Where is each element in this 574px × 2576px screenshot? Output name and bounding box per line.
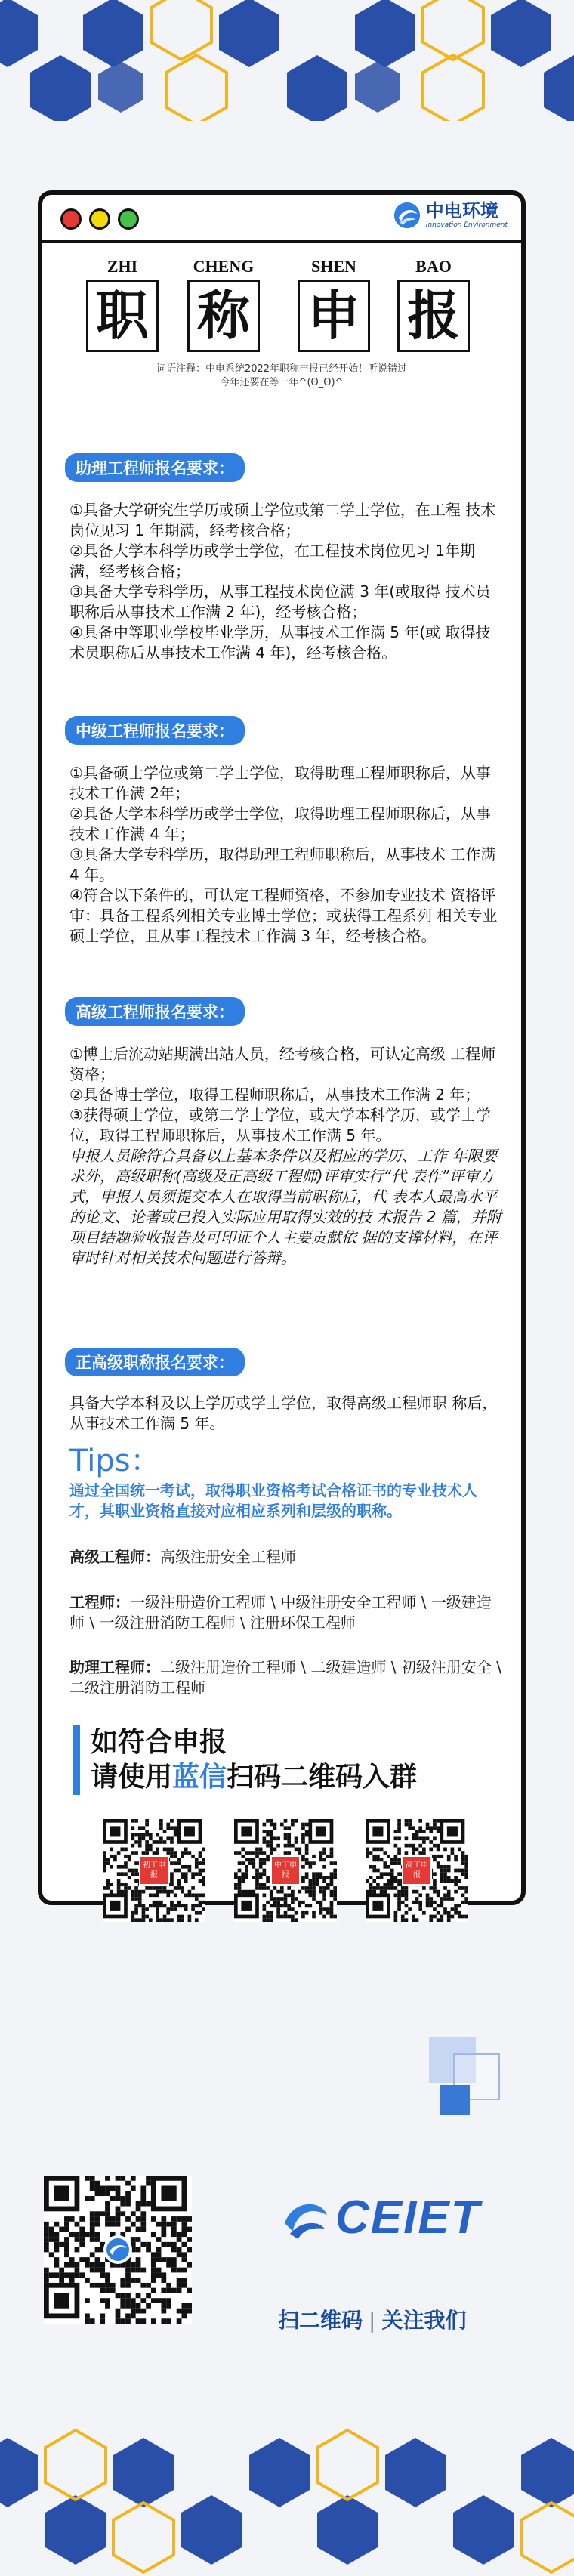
tips-senior-value: 高级注册安全工程师 <box>160 1548 296 1566</box>
section-body-professor <box>69 1393 501 1434</box>
section-label-assistant: 助理工程师报名要求： <box>65 453 245 482</box>
cta-line-2 <box>91 1760 417 1795</box>
tips-senior-label: 高级工程师： <box>69 1548 160 1566</box>
list-item: ①博士后流动站期满出站人员，经考核合格，可认定高级 工程师资格； <box>69 1045 496 1083</box>
list-item: ③具备大学专科学历，从事工程技术岗位满 3 年(或取得 技术员职称后从事技术工作满 2 年)，经考核合格； <box>69 582 491 621</box>
scan-text: 扫二维码 <box>278 2308 363 2333</box>
tips-engineer-value: 一级注册造价工程师 \ 中级注册安全工程师 \ 一级建造师 \ 一级注册消防工程师 \ 注册环保工程师 <box>69 1593 492 1632</box>
pinyin-2: CHENG <box>193 257 255 276</box>
section-body-senior <box>69 1044 501 1268</box>
close-dot <box>60 208 82 230</box>
list-item: 具备大学本科及以上学历或学士学位，取得高级工程师职 称后，从事技术工作满 5 年。 <box>69 1394 498 1432</box>
tips-assistant-label: 助理工程师： <box>69 1658 160 1676</box>
list-item: ②具备大学本科学历或学士学位，取得助理工程师职称后，从事技术工作满 4 年； <box>69 805 491 843</box>
tips-engineer <box>69 1592 501 1633</box>
qr-caption: 初工申报 <box>139 1855 169 1886</box>
list-item: ③具备大学专科学历，取得助理工程师职称后，从事技术 工作满 4 年。 <box>69 845 496 884</box>
ceiet-wordmark: CEIET <box>335 2191 481 2244</box>
cta-accent-bar <box>73 1725 80 1795</box>
title-char-1: 职 <box>86 280 159 352</box>
title-bar-divider <box>42 240 521 243</box>
qr-code-junior[interactable] <box>103 1819 205 1922</box>
tips-assistant <box>69 1657 501 1698</box>
pinyin-4: BAO <box>415 257 452 276</box>
qr-caption: 高工申报 <box>402 1855 432 1886</box>
title-annotation <box>42 363 521 390</box>
tips-intro: 通过全国统一考试，取得职业资格考试合格证书的专业技术人才，其职业资格直接对应相应系列和层级的职称。 <box>69 1481 477 1520</box>
pinyin-1: ZHI <box>106 257 138 276</box>
section-label-intermediate: 中级工程师报名要求： <box>65 716 245 745</box>
follow-qr-code[interactable] <box>44 2176 192 2324</box>
list-item: ①具备硕士学位或第二学士学位，取得助理工程师职称后，从事技术工作满 2年； <box>69 764 491 802</box>
qr-caption: 中工申报 <box>270 1855 301 1886</box>
brand-logo-block <box>393 201 508 230</box>
list-item: ④具备中等职业学校毕业学历，从事技术工作满 5 年(或 取得技术员职称后从事技术工作满 4 年)，经考核合格。 <box>69 623 491 662</box>
qr-code-senior[interactable] <box>366 1819 468 1922</box>
follow-text: 关注我们 <box>381 2308 467 2333</box>
title-char-2: 称 <box>187 280 260 352</box>
tips-senior <box>69 1547 501 1568</box>
ceiet-swirl-icon <box>279 2191 332 2244</box>
bottom-hex-decoration <box>0 2425 574 2576</box>
tips-title: Tips： <box>69 1444 161 1478</box>
section-body-assistant <box>69 500 501 663</box>
top-hex-decoration <box>0 0 574 121</box>
section-label-professor: 正高级职称报名要求： <box>65 1348 245 1376</box>
window-controls <box>60 208 139 230</box>
brand-name-en: Innovation Environment <box>425 221 508 229</box>
brand-swirl-icon <box>393 201 421 230</box>
tips-engineer-label: 工程师： <box>69 1593 130 1611</box>
cta-line-1: 如符合申报 <box>91 1727 227 1758</box>
cta-app-name: 蓝信 <box>172 1762 227 1793</box>
follow-us-text: 扫二维码 | 关注我们 <box>278 2308 467 2333</box>
brand-name-cn: 中电环境 <box>425 200 498 221</box>
list-item: ④符合以下条件的，可认定工程师资格，不参加专业技术 资格评审：具备工程系列相关专业博士学位；或获得工程系列 相关专业硕士学位，且从事工程技术工作满 3 年，经考核合格。 <box>69 886 498 945</box>
list-item: ②具备大学本科学历或学士学位，在工程技术岗位见习 1年期满，经考核合格； <box>69 542 476 580</box>
pinyin-3: SHEN <box>311 257 356 276</box>
qr-code-intermediate[interactable] <box>234 1819 337 1922</box>
minimize-dot <box>89 208 110 230</box>
title-char-4: 报 <box>397 280 470 352</box>
section-label-senior: 高级工程师报名要求： <box>65 997 245 1026</box>
list-item: ①具备大学研究生学历或硕士学位或第二学士学位，在工程 技术岗位见习 1 年期满，经考核合格； <box>69 501 496 539</box>
ceiet-logo <box>279 2191 481 2244</box>
list-item: ②具备博士学位，取得工程师职称后，从事技术工作满 2 年； <box>69 1086 480 1104</box>
main-card <box>38 190 526 1905</box>
note-line-1: 词语注释：中电系统2022年职称申报已经开始！听说错过 <box>156 363 408 375</box>
maximize-dot <box>118 208 139 230</box>
section-body-intermediate <box>69 763 501 947</box>
deco-square <box>440 2085 470 2115</box>
title-char-3: 申 <box>298 280 370 352</box>
tips-assistant-value: 二级注册造价工程师 \ 二级建造师 \ 初级注册安全 \ 二级注册消防工程师 <box>69 1658 502 1697</box>
join-group-cta <box>73 1725 417 1795</box>
qr-center-logo-icon <box>103 2235 133 2265</box>
list-item: 申报人员除符合具备以上基本条件以及相应的学历、工作 年限要求外，高级职称(高级及正高级工程师)评审实行“代 表作”评审方式，申报人员须提交本人在取得当前职称后，代 表本人最高水平的论文、论著或已投入实际应用取得实效的技 术报告 2 篇，并附项目结题验收报告及可印证个人主要贡献依 据的支撑材料，在评审时针对相关技术问题进行答辩。 <box>69 1147 501 1267</box>
note-line-2: 今年还要在等一年^(ʘ_ʘ)^ <box>220 377 344 388</box>
cta-pre: 请使用 <box>91 1762 173 1793</box>
cta-post: 扫码二维码入群 <box>227 1762 418 1793</box>
list-item: ③获得硕士学位，或第二学士学位，或大学本科学历，或学士学位，取得工程师职称后，从事技术工作满 5 年。 <box>69 1106 491 1144</box>
